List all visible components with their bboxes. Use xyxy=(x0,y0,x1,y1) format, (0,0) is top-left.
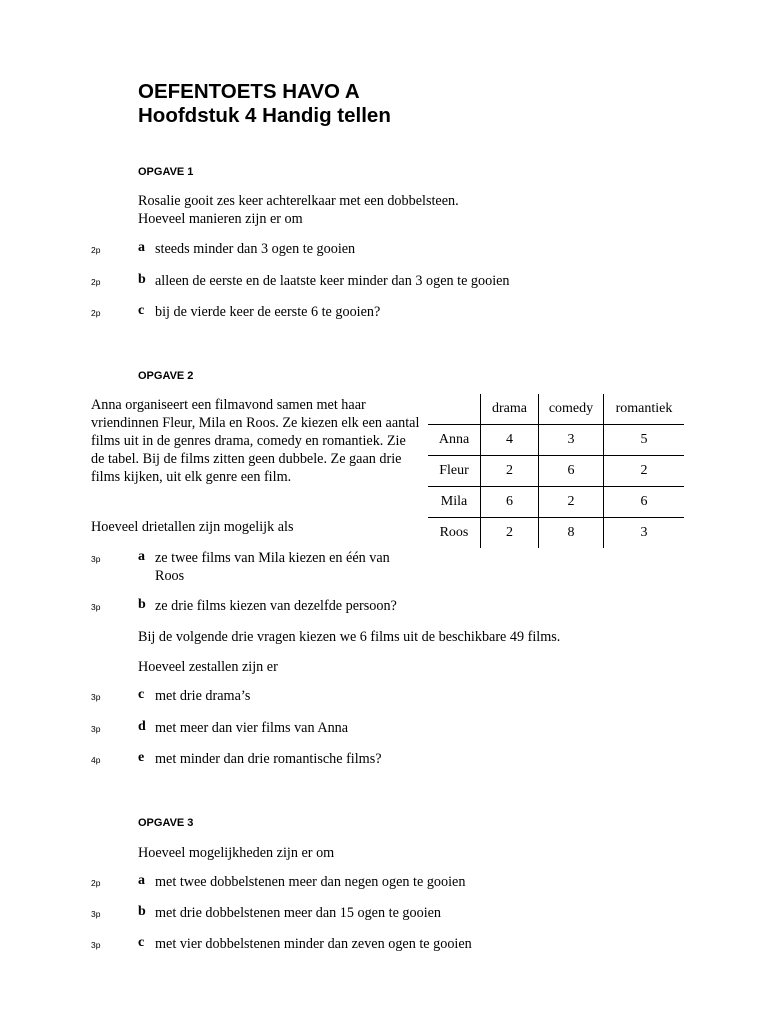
opgave-2-prompt-1: Hoeveel drietallen zijn mogelijk als xyxy=(91,519,294,535)
page-subtitle: Hoofdstuk 4 Handig tellen xyxy=(138,104,391,127)
genre-table-header-row xyxy=(428,394,684,425)
genre-table xyxy=(428,394,684,548)
opgave-2b-points: 3p xyxy=(91,602,101,612)
opgave-2e-letter: e xyxy=(138,750,145,765)
opgave-1b-letter: b xyxy=(138,272,146,287)
opgave-2c-letter: c xyxy=(138,687,145,702)
opgave-1c-points: 2p xyxy=(91,308,101,318)
opgave-1b-text: alleen de eerste en de laatste keer minder dan 3 ogen te gooien xyxy=(155,273,510,289)
opgave-2d-letter: d xyxy=(138,719,146,734)
opgave-2b-text: ze drie films kiezen van dezelfde persoon? xyxy=(155,598,397,614)
table-header-cell xyxy=(428,394,481,425)
table-cell: 8 xyxy=(539,518,604,549)
table-row xyxy=(428,456,684,487)
opgave-2d-text: met meer dan vier films van Anna xyxy=(155,720,349,736)
opgave-3b-points: 3p xyxy=(91,909,101,919)
table-cell: Roos xyxy=(439,525,469,540)
table-header-cell: romantiek xyxy=(604,394,685,425)
opgave-3-heading: OPGAVE 3 xyxy=(138,817,194,829)
table-cell: Fleur xyxy=(428,456,481,487)
table-cell: 6 xyxy=(604,487,685,518)
opgave-2e-points: 4p xyxy=(91,755,101,765)
opgave-2-prompt-2: Bij de volgende drie vragen kiezen we 6 films uit de beschikbare 49 films. xyxy=(138,629,561,645)
table-cell: 3 xyxy=(604,518,685,549)
opgave-1-intro-line-2: Hoeveel manieren zijn er om xyxy=(138,211,303,227)
opgave-3b-text: met drie dobbelstenen meer dan 15 ogen te gooien xyxy=(155,905,442,921)
table-header-cell: drama xyxy=(481,394,539,425)
table-cell: Mila xyxy=(428,487,481,518)
table-cell: 2 xyxy=(481,518,539,549)
opgave-3a-text: met twee dobbelstenen meer dan negen ogen te gooien xyxy=(155,874,466,890)
opgave-2-prompt-3: Hoeveel zestallen zijn er xyxy=(138,659,278,675)
opgave-3c-points: 3p xyxy=(91,940,101,950)
opgave-2c-text: met drie drama’s xyxy=(155,688,251,704)
table-header-cell: comedy xyxy=(539,394,604,425)
table-cell: 2 xyxy=(539,487,604,518)
table-cell: Anna xyxy=(428,425,481,456)
opgave-3c-letter: c xyxy=(138,935,145,950)
opgave-2a-letter: a xyxy=(138,549,145,564)
table-cell: 6 xyxy=(539,456,604,487)
table-row xyxy=(428,487,684,518)
table-cell: 5 xyxy=(604,425,685,456)
opgave-2a-text: ze twee films van Mila kiezen en één van Roos xyxy=(155,550,390,584)
opgave-2-heading: OPGAVE 2 xyxy=(138,370,194,382)
table-row xyxy=(428,425,684,456)
table-cell: 2 xyxy=(604,456,685,487)
page-title: OEFENTOETS HAVO A xyxy=(138,80,360,103)
opgave-1-heading: OPGAVE 1 xyxy=(138,166,194,178)
opgave-2b-letter: b xyxy=(138,597,146,612)
opgave-1a-letter: a xyxy=(138,240,145,255)
opgave-2e-text: met minder dan drie romantische films? xyxy=(155,751,382,767)
opgave-1-intro-line-1: Rosalie gooit zes keer achterelkaar met een dobbelsteen. xyxy=(138,193,459,209)
opgave-3a-letter: a xyxy=(138,873,145,888)
opgave-1c-letter: c xyxy=(138,303,145,318)
table-cell: 2 xyxy=(481,456,539,487)
opgave-3c-text: met vier dobbelstenen minder dan zeven ogen te gooien xyxy=(155,936,472,952)
opgave-2a-points: 3p xyxy=(91,554,101,564)
opgave-3-prompt: Hoeveel mogelijkheden zijn er om xyxy=(138,845,335,861)
opgave-3b-letter: b xyxy=(138,904,146,919)
opgave-1a-points: 2p xyxy=(91,245,101,255)
opgave-2d-points: 3p xyxy=(91,724,101,734)
table-cell: 4 xyxy=(481,425,539,456)
opgave-3a-points: 2p xyxy=(91,878,101,888)
table-row xyxy=(428,518,684,549)
opgave-1b-points: 2p xyxy=(91,277,101,287)
opgave-2c-points: 3p xyxy=(91,692,101,702)
opgave-2-intro: Anna organiseert een filmavond samen met haar vriendinnen Fleur, Mila en Roos. Ze kiezen elk een aantal films uit in de genres drama, comedy en romantiek. Zie de tabel. Bij de films zitten geen dubbele. Ze gaan drie films kijken, uit elk genre een film. xyxy=(91,397,420,485)
opgave-1c-text: bij de vierde keer de eerste 6 te gooien? xyxy=(155,304,381,320)
table-cell: 6 xyxy=(481,487,539,518)
opgave-1a-text: steeds minder dan 3 ogen te gooien xyxy=(155,241,356,257)
table-cell: 3 xyxy=(539,425,604,456)
